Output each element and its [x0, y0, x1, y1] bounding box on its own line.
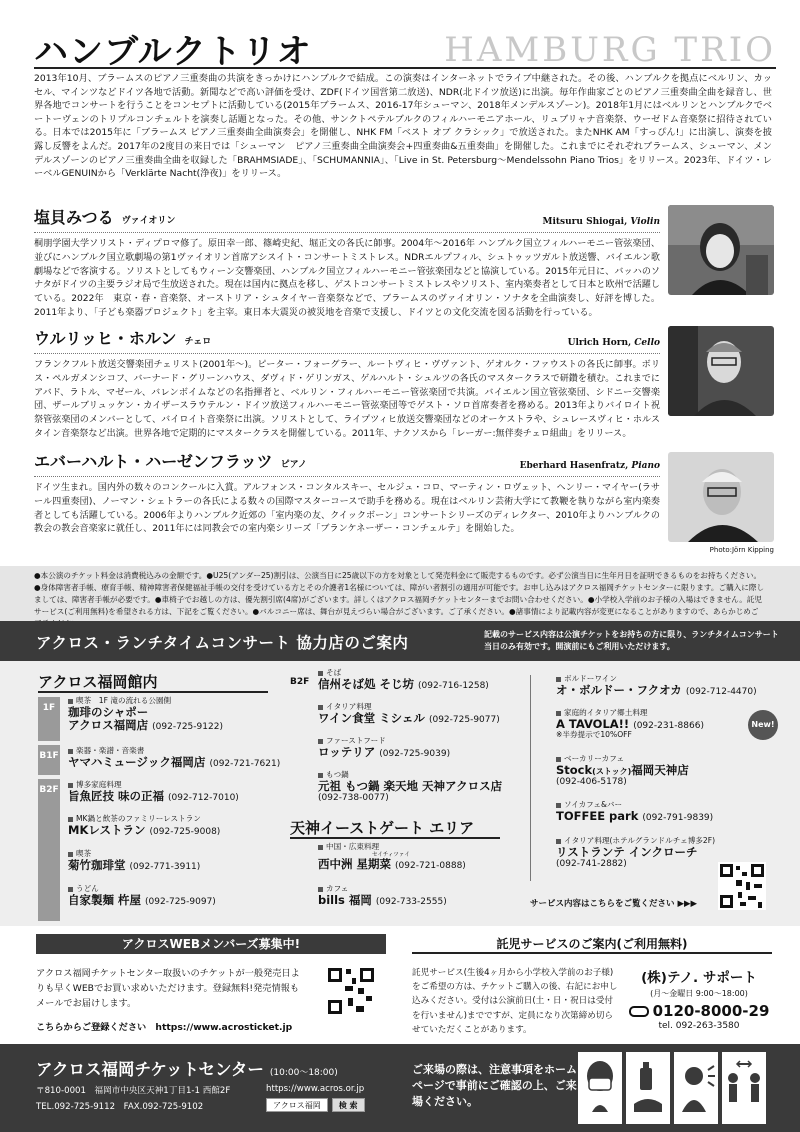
web-members-banner: アクロスWEBメンバーズ募集中! — [36, 934, 386, 954]
shop-tel: (092-725-9097) — [145, 896, 216, 907]
shop-sojibou — [318, 669, 489, 691]
member-rule — [34, 353, 660, 354]
shop-category: 楽器・楽譜・音楽書 — [68, 747, 280, 756]
lunch-banner — [0, 621, 800, 661]
shop-kineya — [68, 885, 216, 907]
trio-intro: 2013年10月、ブラームスのピアノ三重奏曲の共演をきっかけにハンブルクで結成。この演奏はインターネットでライブ中継された。その後、ハンブルクを拠点にベルリン、カッセル、マインツなどドイツ各地で活動。新聞などで高い評価を受け、ZDF(ドイツ国営第二放送)、NDR(北ドイツ放送)に出演。毎年作曲家ごとのピアノ三重奏曲全曲を録音し、世界各地でコンサートを行うことをコンセプトに活動している(2015年ブラームス、2016-17年シューマン、2018年メンデルスゾーン)。2018年1月にはベルリンとハンブルクでベートーヴェンのトリプルコンチェルトを演奏し話題となった。その他、サンクトペテルブルクのフィルハーモニアホール、リュブリャナ音楽祭、ウーゼドム音楽祭に招待されている。日本では2015年に「ブラームス ピアノ三重奏曲全曲演奏会」を開催し、NHK FM「ベスト オブ クラシック」で放送された。またNHK AM「すっぴん!」に出演し、演奏を披露し反響をよんだ。2017年の2度目の来日では「シューマン ピアノ三重奏曲全曲演奏会+四重奏曲&五重奏曲」を開催した。これまでにそれぞれブラームス、シューマン、メンデルスゾーンのピアノ三重奏曲全曲を収録した「BRAHMSIADE」、「SCHUMANNIA」、「Live in St. Petersburg～Mendelssohn Piano Trios」をリリース。2023年、ドイツ・レーベルGENUINから「Verklärte Nacht(浄夜)」をリリース。 — [34, 73, 772, 180]
shop-tel: (092-712-7010) — [168, 792, 239, 803]
shop-category: イタリア料理(ホテルグランドルチェ博多2F) — [556, 837, 715, 846]
floor-b1f: B1F — [38, 745, 60, 775]
member-header — [34, 208, 660, 230]
shop-name-branch: 福岡天神店 — [631, 762, 689, 777]
member-bio: フランクフルト放送交響楽団チェリスト(2001年～)。ピーター・フォーグラー、ルートヴィヒ・ヴヴァント、ゲオルク・ファウストの各氏に師事。ボリス・ペルガメンシコフ、バーナード・グリーンハウス、ダヴィド・ゲリンガス、ゲルハルト・シュルツの各氏のマスタークラスで研鑽を積む。これまでにアバド、ラトル、マゼール、バレンボイムなどの名指揮者と、ベルリン・フィルハーモニー管弦楽団で共演。バイエルン国立管弦楽団、シドニー交響楽団、ザールブリュッケン・カイザースラウテルン・ドイツ放送フィルハーモニー管弦楽団等でゲスト・ソロ首席奏者を務める。2013年よりバイロイト祝祭管弦楽団のメンバーとして、バイロイト音楽祭に出演。ソリストとして、ライプツィヒ放送交響楽団などのオーケストラや、シュレースヴィヒ・ホルスタイン音楽祭など出演。世界各地で定期的にマスタークラスを開催している。2011年、ナクソスから「レーガー:無伴奏チェロ組曲」をリリース。 — [34, 360, 660, 439]
shop-mk — [68, 815, 220, 837]
member-role: チェロ — [184, 337, 212, 347]
shop-name: bills 福岡 — [318, 892, 372, 907]
shop-tel: (092-725-9039) — [379, 748, 451, 759]
shop-yamaha — [68, 747, 280, 769]
footer-url[interactable]: https://www.acros.or.jp — [266, 1084, 365, 1094]
member-violin — [34, 208, 660, 321]
shop-name: オ・ボルドー・フクオカ — [556, 682, 682, 697]
shop-category: うどん — [68, 885, 216, 894]
header-rule — [34, 67, 776, 69]
ticket-center-footer — [0, 1044, 800, 1132]
search-input[interactable]: アクロス福岡 — [266, 1098, 328, 1112]
web-members-url[interactable]: こちらからご登録ください https://www.acrosticket.jp — [36, 1022, 293, 1033]
shop-category: そば — [318, 669, 489, 678]
lunch-subtitle: 記載のサービス内容は公演チケットをお持ちの方に限り、ランチタイムコンサート当日のみ有効です。開演前にもご利用いただけます。 — [484, 630, 779, 651]
shop-ruby: セイチィツァイ — [372, 851, 410, 858]
member-piano — [34, 452, 660, 537]
shop-discount: ※半券提示で10%OFF — [556, 730, 632, 740]
shop-name-kana: (ストック) — [592, 766, 632, 776]
shop-rakutenchi — [318, 771, 502, 803]
shop-name: 旨魚匠技 味の正福 — [68, 788, 165, 803]
childcare-company: (株)テノ. サポート — [641, 970, 757, 986]
hand-sanitizer-icon — [626, 1052, 670, 1124]
web-members-text: アクロス福岡チケットセンター取扱いのチケットが一般発売日よりも早くWEBでお買い求めいただけます。登録無料!発売情報もメールでお届けします。 — [36, 968, 300, 1009]
web-qr-code[interactable] — [326, 966, 376, 1016]
shop-tel: (092-725-9008) — [149, 826, 221, 837]
shop-name: 自家製麺 杵屋 — [68, 892, 142, 907]
shop-name: 信州そば処 そじ坊 — [318, 676, 415, 691]
shop-name: ヤマハミュージック福岡店 — [68, 754, 206, 769]
shop-category: 喫茶 — [68, 850, 200, 859]
shop-chapeau — [68, 697, 223, 732]
shop-qr-code[interactable] — [718, 862, 766, 910]
partner-shops — [0, 661, 800, 926]
shop-category: もつ鍋 — [318, 771, 502, 780]
shop-name: 菊竹珈琲堂 — [68, 857, 126, 872]
shop-name: 珈琲のシャポー — [68, 704, 149, 719]
member-role-en: Violin — [630, 217, 660, 227]
shop-category: イタリア料理 — [318, 703, 500, 712]
childcare-hours: (月～金曜日 9:00～18:00) — [650, 989, 748, 998]
shop-name: ロッテリア — [318, 744, 376, 759]
member-bio: 桐朋学園大学ソリスト・ディプロマ修了。原田幸一郎、篠崎史紀、堀正文の各氏に師事。2004年～2016年 ハンブルク国立フィルハーモニー管弦楽団、並びにハンブルク国立歌劇場の第1ヴァイオリン首席アシスイト・コンサートミストレス。NDRエルプフィル、シュトゥッツガルト放送響、バイエルン歌劇場などで客演する。ソリストとしてもウィーン交響楽団、ハンブルク国立フィルハーモニー管弦楽団などと協演している。2015年元日に、バッハのソナタがドイツの主要ラジオ局で生放送された。現在は国内に拠点を移し、ゲストコンサートミストレスやソリスト、室内楽奏者として日本と欧州で活躍している。2022年 東京・春・音楽祭、オーストリア・シュタイヤー音楽祭などで、ブラームスのヴァイオリン・ソナタを全曲演奏し、好評を博した。2011年より、「子ども楽器プロジェクト」を主宰。東日本大震災の被災地を音楽で支援し、ドイツとの文化交流を図る活動を行っている。 — [34, 239, 660, 318]
shop-tel: (092-406-5178) — [556, 776, 627, 787]
shop-category: 中国・広東料理 — [318, 843, 466, 852]
member-name-en: Eberhard Hasenfratz, — [519, 461, 629, 471]
member-header — [34, 452, 660, 474]
shop-tel: (092-712-4470) — [685, 686, 757, 697]
shop-toffee — [556, 801, 713, 823]
footer-note: ご来場の際は、注意事項をホームページで事前にご確認の上、ご来場ください。 — [412, 1063, 577, 1108]
shop-category: 喫茶 1F 滝の流れる公園側 — [68, 697, 223, 706]
shop-name: 元祖 もつ鍋 楽天地 天神アクロス店 — [318, 778, 503, 793]
shop-tel: (092-733-2555) — [375, 896, 447, 907]
freedial-icon — [629, 1006, 649, 1017]
shop-michel — [318, 703, 500, 725]
floor-b2f-mid: B2F — [290, 677, 310, 687]
cellist-photo — [668, 326, 774, 416]
member-name: 塩貝みつる — [34, 208, 114, 227]
lunch-title: アクロス・ランチタイムコンサート 協力店のご案内 — [36, 634, 409, 652]
search-button[interactable]: 検 索 — [332, 1098, 365, 1112]
shop-category: ボルドーワイン — [556, 675, 757, 684]
shop-tel: (092-725-9077) — [428, 714, 500, 725]
column-divider — [530, 675, 531, 881]
member-name-en: Ulrich Horn, — [567, 338, 632, 348]
member-rule — [34, 232, 660, 233]
member-name: ウルリッヒ・ホルン — [34, 329, 177, 348]
shop-tel: (092-716-1258) — [418, 680, 489, 691]
pianist-photo — [668, 452, 774, 542]
violinist-photo — [668, 205, 774, 295]
shop-name: MKレストラン — [68, 822, 146, 837]
member-role: ヴァイオリン — [121, 216, 176, 226]
member-name: エバーハルト・ハーゼンフラッツ — [34, 452, 273, 471]
shop-category: ベーカリーカフェ — [556, 755, 689, 764]
shop-stock — [556, 755, 689, 787]
quiet-voice-icon — [674, 1052, 718, 1124]
shop-category: ファーストフード — [318, 737, 450, 746]
member-name-en: Mitsuru Shiogai, — [542, 217, 628, 227]
childcare-heading: 託児サービスのご案内(ご利用無料) — [412, 934, 772, 954]
footer-tel: TEL.092-725-9112 FAX.092-725-9102 — [36, 1102, 204, 1112]
east-heading: 天神イーストゲート エリア — [290, 819, 475, 837]
shop-name: Stock — [556, 762, 593, 777]
footer-address: 〒810-0001 福岡市中央区天神1丁目1-1 西館2F — [36, 1086, 231, 1096]
childcare-text: 託児サービス(生後4ヶ月から小学校入学前のお子様)をご希望の方は、チケットご購入の後、右記にお申し込みください。受付は公演前日(土・日・祝日は受付を行いません)までですが、定員になり次第締め切らせていただくことがあります。 — [412, 968, 618, 1035]
shop-name: TOFFEE park — [556, 808, 639, 823]
childcare-freedial: 0120-8000-29 — [652, 1002, 770, 1020]
shop-name: ワイン食堂 ミシェル — [318, 710, 425, 725]
floor-1f: 1F — [38, 697, 60, 741]
member-rule — [34, 476, 660, 477]
shop-seichitsuai — [318, 843, 466, 871]
shop-name: A TAVOLA!! — [556, 716, 630, 731]
shop-lotteria — [318, 737, 450, 759]
member-bio: ドイツ生まれ。国内外の数々のコンクールに入賞。アルフォンス・コンタルスキー、セルジュ・コロ、マーティン・ロヴェット、ヘンリー・マイヤー(ラサール四重奏団)、ノーマン・シェトラーの各氏による数々の国際マスターコースで助手を務める。現在はベルリン芸術大学にて教鞭を執りながら室内楽奏者としても活躍している。2006年よりハンブルク近郊の「室内楽の友、クイックボーン」コンサートシリーズのディレクター、2010年よりハンブルクの教会の教会音楽家に就任し、2011年には同教会での室内楽シリーズ「ブランケネーザー・コンチェルテ」を開始した。 — [34, 483, 660, 535]
member-role: ピアノ — [280, 460, 307, 470]
shop-name: 西中洲 星期菜 — [318, 857, 392, 872]
mask-icon — [578, 1052, 622, 1124]
shop-category: 博多家庭料理 — [68, 781, 239, 790]
footer-hours: (10:00～18:00) — [269, 1068, 338, 1078]
new-badge: New! — [748, 710, 778, 740]
shop-tel: (092-721-0888) — [395, 861, 466, 872]
member-role-en: Piano — [631, 461, 660, 471]
shop-tel: (092-231-8866) — [633, 720, 704, 731]
service-details-link[interactable]: サービス内容はこちらをご覧ください ▶▶▶ — [530, 899, 698, 909]
shop-tel: (092-738-0077) — [318, 792, 389, 803]
shop-obordeaux — [556, 675, 757, 697]
shop-name: リストランテ インクローチ — [556, 844, 698, 859]
shop-incroci — [556, 837, 715, 869]
shop-category: ソイカフェ&バー — [556, 801, 713, 810]
shop-category: MK鍋と飲茶のファミリーレストラン — [68, 815, 220, 824]
hall-heading: アクロス福岡館内 — [38, 673, 158, 691]
shop-tel: (092-741-2882) — [556, 858, 627, 869]
member-role-en: Cello — [634, 338, 660, 348]
shop-tel: (092-771-3911) — [129, 861, 201, 872]
shop-tel: (092-725-9122) — [152, 721, 223, 732]
floor-b2f: B2F — [38, 779, 60, 921]
title-jp: ハンブルクトリオ — [34, 32, 312, 72]
title-en: HAMBURG TRIO — [444, 30, 776, 70]
member-cello — [34, 329, 660, 442]
member-header — [34, 329, 660, 351]
childcare-contact — [624, 966, 774, 1031]
shop-ajinomasafuku — [68, 781, 239, 803]
shop-category: カフェ — [318, 885, 447, 894]
shop-bills — [318, 885, 447, 907]
childcare-tel: tel. 092-263-3580 — [658, 1021, 740, 1031]
footer-search — [266, 1098, 365, 1112]
east-rule — [290, 837, 500, 839]
shop-name-2: アクロス福岡店 — [68, 717, 149, 732]
shop-tel: (092-721-7621) — [209, 758, 281, 769]
shop-kikutake — [68, 850, 200, 872]
footer-title: アクロス福岡チケットセンター — [36, 1060, 264, 1079]
hall-rule — [38, 691, 268, 693]
shop-category: 家庭的イタリア郷土料理 — [556, 709, 704, 718]
social-distance-icon — [722, 1052, 766, 1124]
shop-tel: (092-791-9839) — [642, 812, 714, 823]
photo-credit: Photo:Jörn Kipping — [709, 546, 774, 554]
shop-atavola — [556, 709, 704, 740]
ticket-notes: ●本公演のチケット料金は消費税込みの金額です。●U25(アンダー25)割引は、公演当日に25歳以下の方を対象として発売料金にて販売するものです。必ず公演当日に生年月日を証明できるものをお持ちください。●身体障害者手帳、療育手帳、精神障害者保健福祉手帳の交付を受けている方とその介護者1名様については、障がい者割引の適用が可能です。お申し込みはアクロス福岡チケットセンターに限ります。ご購入に際しましては、障害者手帳が必要です。●車椅子でお越しの方は、優先割引席(4席)がございます。詳しくはアクロス福岡チケットセンターまでお問い合わせください。●小学校入学前のお子様の入場はできません。託児サービス(ご利用無料)を希望される方は、下記をご覧ください。●バルコニー席は、舞台が見えづらい場合がございます。ご了承ください。●諸事情により記載内容が変更になることがありますので、あらかじめご — [0, 566, 800, 621]
